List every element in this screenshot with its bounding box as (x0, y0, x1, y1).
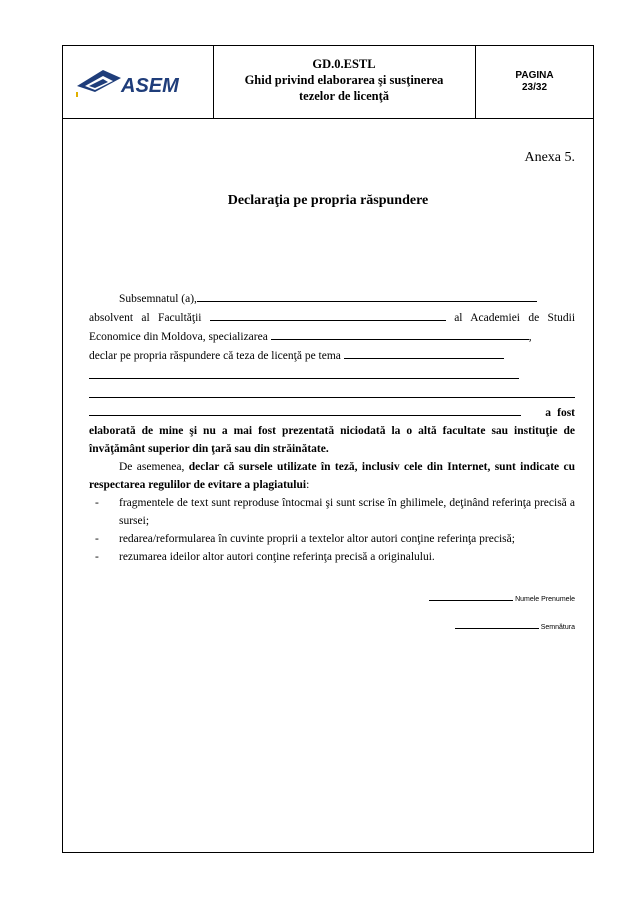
theme-blank-3 (89, 384, 575, 398)
annex-label: Anexa 5. (524, 150, 575, 165)
declaration-body (89, 289, 575, 566)
sign-line (455, 622, 539, 629)
name-signature-block (429, 594, 575, 603)
title-line-2: tezelor de licenţă (298, 89, 389, 103)
p2-bold-text: declar că sursele utilizate în teză, inclusiv cele din Internet, sunt indicate cu respectarea regulilor de evitare a plagiatului (89, 461, 575, 491)
source-rules-list (89, 494, 575, 566)
p1-text-a: Subsemnatul (a), (119, 293, 197, 305)
paragraph-1 (89, 289, 575, 365)
name-label: Numele Prenumele (515, 596, 575, 603)
paragraph-2 (89, 458, 575, 494)
title-line-1: Ghid privind elaborarea şi susţinerea (244, 73, 444, 87)
p2-text-a: De asemenea, (119, 461, 185, 473)
p1-text-d: , (528, 331, 532, 343)
theme-blank-1 (344, 346, 504, 359)
p1-end: . (325, 443, 329, 455)
specialty-blank (271, 327, 529, 340)
logo-cell (63, 46, 214, 118)
declaration-title: Declaraţia pe propria răspundere (227, 193, 429, 208)
sign-signature-block (455, 622, 575, 631)
page-number: 23/32 (521, 82, 548, 93)
faculty-blank (210, 308, 446, 321)
svg-text:ASEM: ASEM (121, 75, 179, 97)
document-code: GD.0.ESTL (312, 57, 376, 71)
name-blank (197, 289, 537, 302)
header-title (213, 46, 476, 118)
page-frame (62, 45, 594, 853)
name-line (429, 594, 513, 601)
asem-logo-icon (75, 64, 201, 98)
p1-text-c: al Academiei de Studii Economice din Moldova, specializarea (89, 312, 576, 343)
list-item: - redarea/reformularea în cuvinte proprii a textelor altor autori conţine referinţa precisă; (95, 530, 575, 548)
list-item: - rezumarea ideilor altor autori conţine referinţa precisă a originalului. (95, 548, 575, 566)
page-indicator (476, 46, 593, 118)
sign-label: Semnătura (540, 624, 575, 631)
document-header (63, 46, 593, 119)
list-item: - fragmentele de text sunt reproduse întocmai şi sunt scrise în ghilimele, deţinând referinţa precisă a sursei; (95, 494, 575, 530)
theme-blank-4 (89, 403, 521, 416)
p1-text-f: a fost (545, 407, 576, 419)
p1-text-b: absolvent al Facultăţii (89, 312, 202, 324)
page-label: PAGINA (515, 70, 554, 81)
theme-blank-2 (89, 365, 519, 379)
p2-end: : (306, 479, 310, 491)
p1-bold-text: elaborată de mine şi nu a mai fost prezentată niciodată la o altă facultate sau instituţie de învăţământ superior din ţară sau din străinătate (89, 425, 575, 455)
paragraph-1-cont (89, 403, 575, 458)
p1-text-e: declar pe propria răspundere că teza de licenţă pe tema (89, 350, 341, 362)
